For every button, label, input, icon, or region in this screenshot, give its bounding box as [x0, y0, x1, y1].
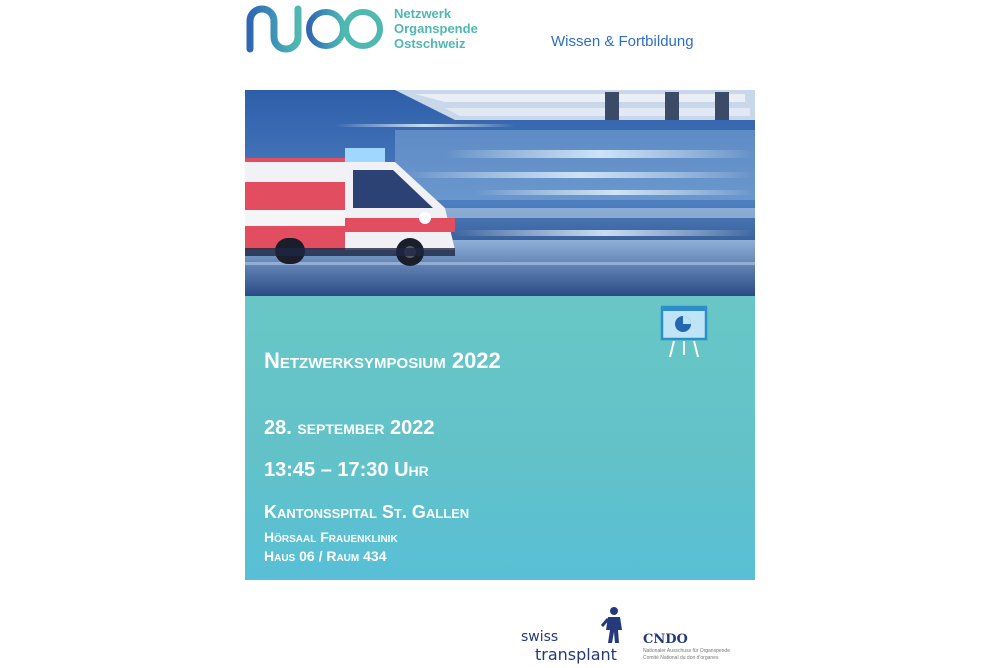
noo-organization-name	[394, 6, 478, 51]
logo-line-3: Ostschweiz	[394, 36, 466, 51]
logo-line-2: Organspende	[394, 21, 478, 36]
swisstransplant-figure-icon	[600, 606, 626, 644]
cndo-subtitle-de: Nationaler Ausschuss für Organspende	[643, 648, 730, 654]
event-house: Haus 06 / Raum 434	[264, 548, 387, 564]
event-time: 13:45 – 17:30 Uhr	[264, 459, 429, 481]
event-title: Netzwerksymposium 2022	[264, 348, 501, 373]
event-date: 28. september 2022	[264, 417, 435, 439]
swisstransplant-logo-text-2: transplant	[535, 645, 617, 664]
event-location: Kantonsspital St. Gallen	[264, 502, 470, 522]
nav-link-wissen-fortbildung[interactable]: Wissen & Fortbildung	[551, 33, 694, 50]
cndo-subtitle-fr: Comité National du don d'organes	[643, 655, 719, 661]
event-room: Hörsaal Frauenklinik	[264, 529, 398, 545]
noo-logo	[246, 5, 386, 53]
ambulance-photo	[245, 90, 755, 296]
cndo-logo: CNDO	[643, 632, 688, 647]
logo-line-1: Netzwerk	[394, 6, 452, 21]
swisstransplant-logo-text-1: swiss	[521, 629, 559, 645]
presentation-chart-icon	[660, 305, 708, 361]
